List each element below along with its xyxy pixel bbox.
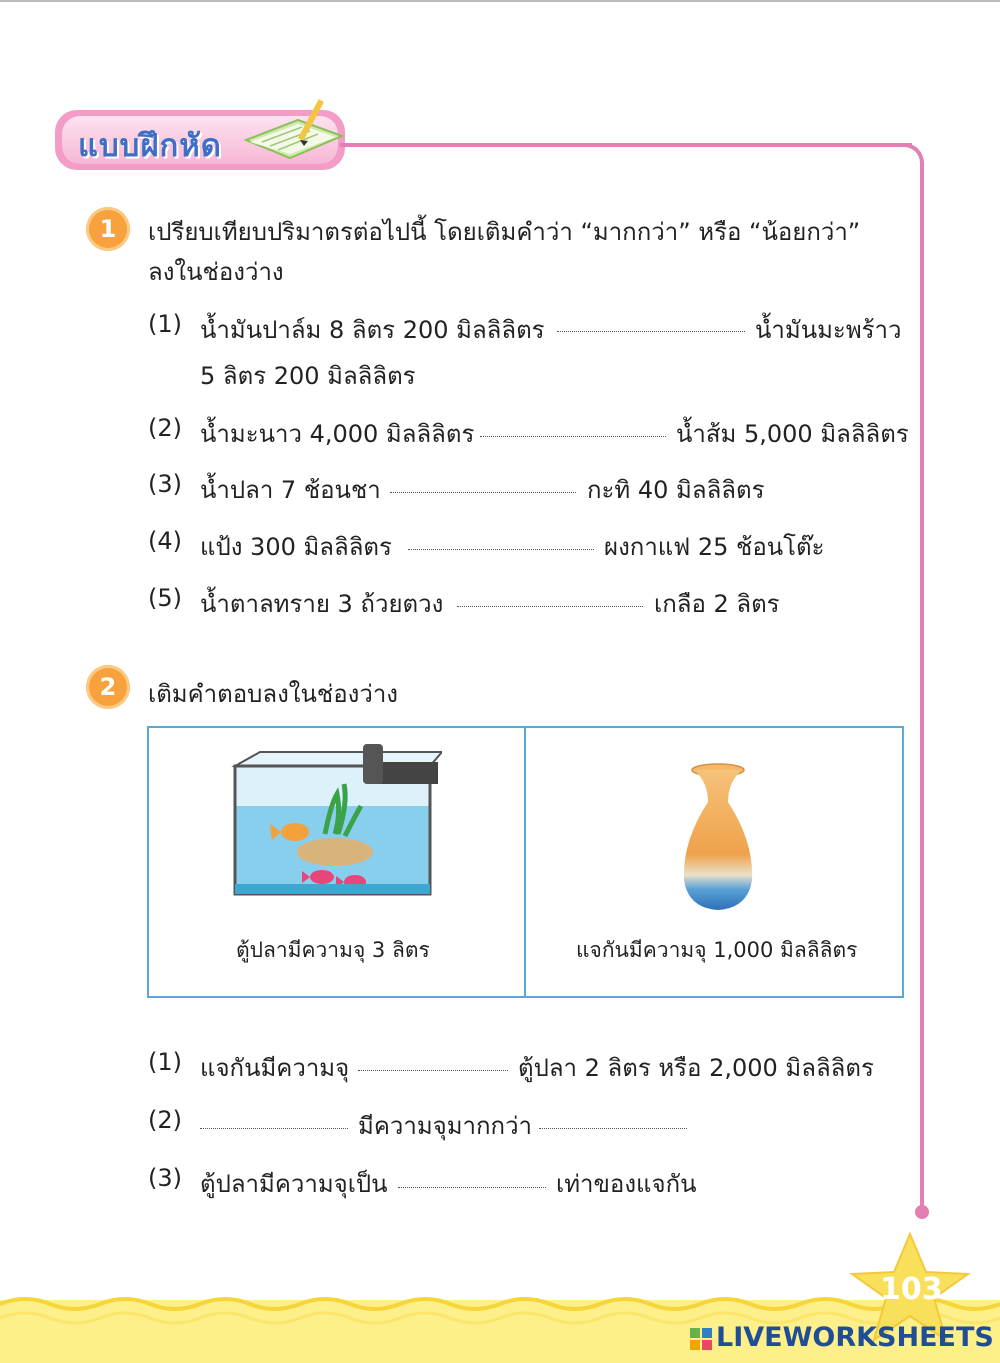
q2-item-number: (2) xyxy=(148,1106,182,1134)
page-title: แบบฝึกหัด xyxy=(78,128,222,164)
page-number: 103 xyxy=(880,1272,943,1307)
q1-answer-blank-3[interactable] xyxy=(390,492,576,493)
vase-image xyxy=(678,762,758,912)
q1-answer-blank-4[interactable] xyxy=(408,549,594,550)
q1-item-right: น้ำส้ม 5,000 มิลลิลิตร xyxy=(676,420,909,448)
frame-corner xyxy=(890,143,924,177)
q1-item-left: น้ำมะนาว 4,000 มิลลิลิตร xyxy=(200,420,475,448)
q1-item-right: น้ำมันมะพร้าว xyxy=(755,316,902,344)
q2-answer-blank-3[interactable] xyxy=(398,1187,546,1188)
aquarium-image xyxy=(230,744,442,904)
question-1-badge: 1 xyxy=(86,207,130,251)
q2-answer-blank-2a[interactable] xyxy=(200,1128,348,1129)
q1-answer-blank-5[interactable] xyxy=(457,606,643,607)
q1-item-right: กะทิ 40 มิลลิลิตร xyxy=(587,476,765,504)
q1-item-number: (2) xyxy=(148,414,182,442)
brand-watermark[interactable]: LIVEWORKSHEETS xyxy=(716,1322,994,1353)
aquarium-caption: ตู้ปลามีความจุ 3 ลิตร xyxy=(236,938,430,962)
q1-item-right-cont: 5 ลิตร 200 มิลลิลิตร xyxy=(200,362,416,390)
q1-item-left: น้ำตาลทราย 3 ถ้วยตวง xyxy=(200,590,444,618)
q1-item-right: ผงกาแฟ 25 ช้อนโต๊ะ xyxy=(604,533,825,561)
q1-item-left: น้ำมันปาล์ม 8 ลิตร 200 มิลลิลิตร xyxy=(200,316,545,344)
image-box-divider xyxy=(524,726,526,998)
q1-answer-blank-2[interactable] xyxy=(480,436,666,437)
q1-item-right: เกลือ 2 ลิตร xyxy=(654,590,780,618)
q2-answer-blank-2b[interactable] xyxy=(539,1128,687,1129)
q2-item-left: ตู้ปลามีความจุเป็น xyxy=(200,1170,388,1198)
frame-top-line xyxy=(340,143,912,147)
q2-answer-blank-1[interactable] xyxy=(358,1070,508,1071)
q1-item-number: (4) xyxy=(148,527,182,555)
book-pencil-icon xyxy=(238,96,348,166)
q2-item-number: (3) xyxy=(148,1164,182,1192)
q1-instruction-line1: เปรียบเทียบปริมาตรต่อไปนี้ โดยเติมคำว่า “มากกว่า” หรือ “น้อยกว่า” xyxy=(148,218,861,246)
liveworksheets-logo-icon xyxy=(690,1328,712,1350)
q2-item-right: ตู้ปลา 2 ลิตร หรือ 2,000 มิลลิลิตร xyxy=(518,1054,874,1082)
q1-item-number: (5) xyxy=(148,584,182,612)
q1-instruction-line2: ลงในช่องว่าง xyxy=(148,258,284,286)
q2-instruction: เติมคำตอบลงในช่องว่าง xyxy=(148,680,399,708)
frame-end-dot xyxy=(915,1205,929,1219)
q1-item-left: น้ำปลา 7 ช้อนชา xyxy=(200,476,381,504)
q2-item-middle: มีความจุมากกว่า xyxy=(358,1112,533,1140)
q2-item-right: เท่าของแจกัน xyxy=(556,1170,697,1198)
q2-item-left: แจกันมีความจุ xyxy=(200,1054,350,1082)
frame-right-line xyxy=(920,175,924,1210)
q1-item-number: (3) xyxy=(148,470,182,498)
top-border xyxy=(0,0,1000,2)
q1-answer-blank-1[interactable] xyxy=(557,331,745,332)
question-2-badge: 2 xyxy=(86,665,130,709)
q1-item-left: แป้ง 300 มิลลิลิตร xyxy=(200,533,392,561)
q2-item-number: (1) xyxy=(148,1048,182,1076)
q1-item-number: (1) xyxy=(148,310,182,338)
vase-caption: แจกันมีความจุ 1,000 มิลลิลิตร xyxy=(576,938,858,962)
